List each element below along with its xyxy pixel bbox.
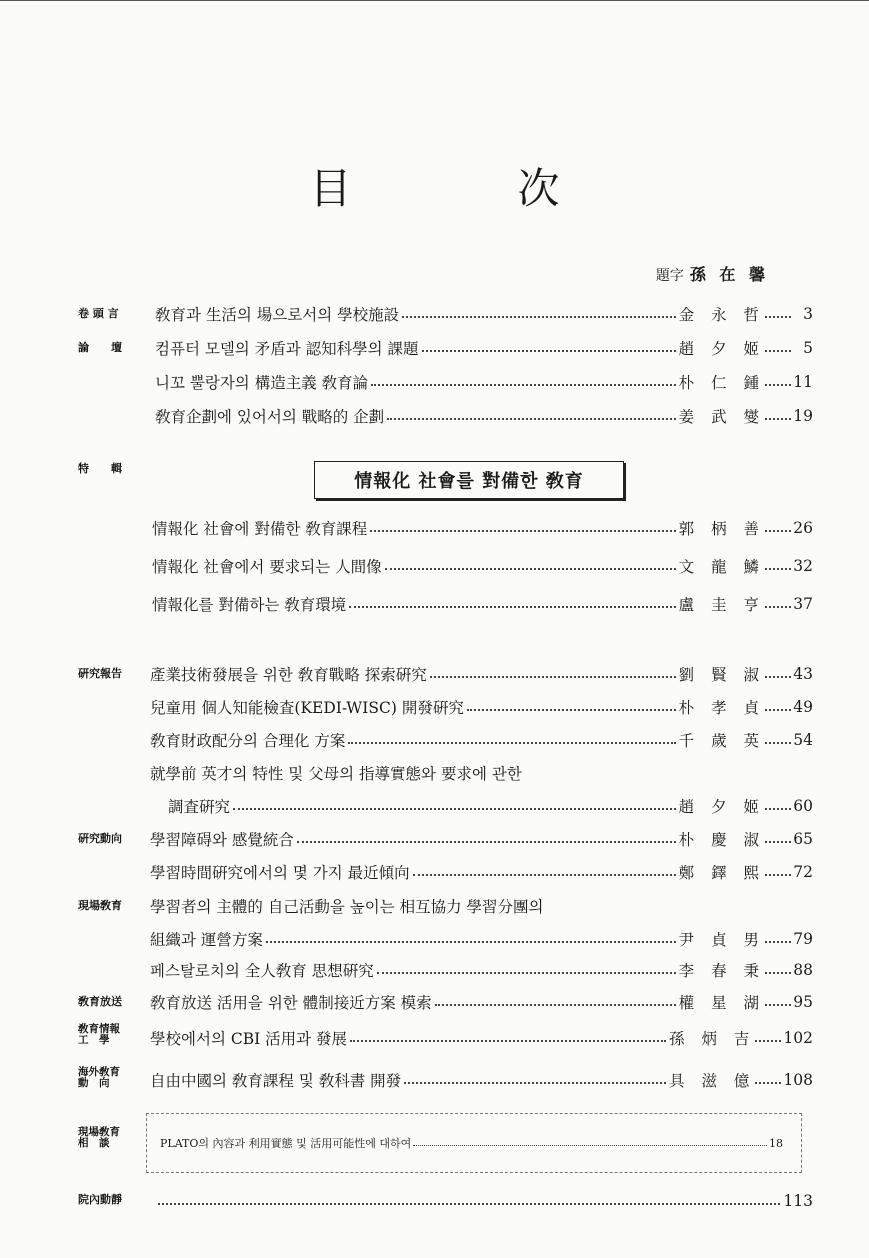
section-edu-info-eng (78, 1024, 138, 1046)
leader-dots (765, 1003, 791, 1006)
leader-dots (755, 1081, 781, 1084)
leader-dots (467, 708, 676, 711)
entry-page: 49 (793, 698, 813, 716)
entry-title: 敎育企劃에 있어서의 戰略的 企劃 (155, 408, 385, 426)
entry-page: 43 (793, 665, 813, 683)
entry-title: 情報化 社會에 對備한 敎育課程 (152, 520, 368, 538)
entry-page: 60 (793, 797, 813, 815)
leader-dots (370, 529, 675, 532)
section-edu-broadcast: 敎育放送 (78, 995, 122, 1008)
leader-dots (765, 529, 791, 532)
toc-entry[interactable] (168, 794, 813, 818)
calligraphy-label: 題字 (655, 268, 684, 284)
entry-author: 朴 仁 鍾 (678, 374, 765, 392)
toc-entry[interactable] (155, 302, 813, 326)
calligraphy-credit (656, 262, 769, 285)
toc-entry[interactable] (150, 990, 813, 1014)
section-overseas-line1: 海外敎育 (78, 1066, 120, 1078)
leader-dots (765, 807, 791, 810)
entry-title: 組織과 運營方案 (150, 931, 263, 949)
entry-title: 敎育放送 活用을 위한 體制接近方案 模索 (150, 994, 432, 1012)
entry-page: 3 (803, 305, 813, 323)
entry-author: 劉 賢 淑 (678, 666, 765, 684)
page-title: 目 次 (309, 164, 622, 213)
leader-dots (765, 349, 791, 352)
entry-page: 26 (793, 519, 813, 537)
leader-dots (233, 807, 676, 810)
toc-entry[interactable] (150, 1026, 813, 1050)
leader-dots (765, 940, 791, 943)
toc-entry[interactable] (150, 958, 813, 982)
toc-entry[interactable] (155, 370, 813, 394)
section-field-consult (78, 1127, 138, 1149)
toc-entry[interactable] (150, 1068, 813, 1092)
section-foreword: 卷 頭 言 (78, 307, 119, 320)
section-research-report: 硏究報告 (78, 667, 122, 680)
leader-dots (765, 567, 791, 570)
section-special: 特 輯 (78, 462, 122, 475)
leader-dots (158, 1202, 780, 1205)
entry-page: 95 (793, 993, 813, 1011)
entry-title: 學習時間硏究에서의 몇 가지 最近傾向 (150, 864, 410, 882)
entry-author: 姜 武 燮 (678, 408, 765, 426)
entry-title: 情報化를 對備하는 敎育環境 (152, 596, 347, 614)
consultation-page: 18 (769, 1136, 783, 1150)
entry-title: 情報化 社會에서 要求되는 人間像 (152, 558, 382, 576)
entry-title: 學習障碍와 感覺統合 (150, 831, 294, 849)
entry-author: 權 星 湖 (678, 994, 765, 1012)
entry-title: 自由中國의 敎育課程 및 敎科書 開發 (150, 1072, 402, 1090)
leader-dots (765, 675, 791, 678)
entry-page: 72 (793, 863, 813, 881)
leader-dots (765, 971, 791, 974)
section-edu-info-eng-line2: 工 學 (78, 1034, 110, 1046)
calligrapher-name: 孫 在 馨 (689, 265, 769, 284)
entry-page: 37 (793, 595, 813, 613)
entry-author: 鄭 鐸 熙 (678, 864, 765, 882)
toc-entry[interactable] (155, 336, 813, 360)
entry-page: 54 (793, 731, 813, 749)
leader-dots (765, 315, 791, 318)
leader-dots (765, 383, 791, 386)
entry-title: 產業技術發展을 위한 敎育戰略 探索硏究 (150, 666, 427, 684)
consultation-entry[interactable] (160, 1133, 783, 1153)
leader-dots (430, 675, 676, 678)
leader-dots (435, 1003, 676, 1006)
entry-author: 李 春 秉 (678, 962, 765, 980)
section-overseas (78, 1067, 138, 1089)
leader-dots (350, 1039, 666, 1042)
section-forum: 論 壇 (78, 341, 122, 354)
news-page: 113 (783, 1192, 813, 1210)
entry-page: 108 (783, 1071, 813, 1089)
special-feature-title: 情報化 社會를 對備한 敎育 (314, 461, 624, 499)
leader-dots (385, 567, 676, 570)
entry-author: 金 永 哲 (678, 306, 765, 324)
toc-entry[interactable] (155, 404, 813, 428)
entry-title: 兒童用 個人知能檢査(KEDI-WISC) 開發硏究 (150, 699, 464, 717)
toc-entry[interactable] (152, 554, 813, 578)
news-entry[interactable] (155, 1189, 813, 1213)
leader-dots (755, 1039, 781, 1042)
entry-title: 調査硏究 (168, 798, 231, 816)
entry-author: 孫 炳 吉 (669, 1030, 756, 1048)
toc-entry[interactable] (150, 695, 813, 719)
leader-dots (765, 741, 791, 744)
entry-page: 32 (793, 557, 813, 575)
section-edu-info-eng-line1: 敎育情報 (78, 1023, 120, 1035)
leader-dots (765, 605, 791, 608)
toc-entry[interactable] (152, 592, 813, 616)
section-field-consult-line1: 現場敎育 (78, 1126, 120, 1138)
leader-dots (297, 840, 676, 843)
entry-title: 敎育財政配分의 合理化 方案 (150, 732, 346, 750)
toc-entry[interactable] (152, 516, 813, 540)
leader-dots (765, 840, 791, 843)
entry-author: 盧 圭 亨 (678, 596, 765, 614)
entry-title: 컴퓨터 모델의 矛盾과 認知科學의 課題 (155, 340, 419, 358)
leader-dots (348, 741, 675, 744)
entry-author: 文 龍 鱗 (678, 558, 765, 576)
entry-title: 敎育과 生活의 場으로서의 學校施設 (155, 306, 400, 324)
entry-page: 88 (793, 961, 813, 979)
entry-author: 朴 慶 淑 (678, 831, 765, 849)
leader-dots (413, 873, 676, 876)
entry-title: 니꼬 뿔랑자의 構造主義 敎育論 (155, 374, 369, 392)
entry-page: 65 (793, 830, 813, 848)
entry-author: 千 歲 英 (678, 732, 765, 750)
entry-title-continuation[interactable]: 學習者의 主體的 自己活動을 높이는 相互協力 學習分團의 (150, 898, 544, 916)
entry-page: 102 (783, 1029, 813, 1047)
leader-dots (404, 1081, 666, 1084)
leader-dots (765, 708, 791, 711)
entry-author: 趙 夕 姬 (678, 340, 765, 358)
toc-entry[interactable] (150, 860, 813, 884)
leader-dots (402, 315, 676, 318)
leader-dots (765, 873, 791, 876)
leader-dots (387, 417, 675, 420)
section-research-trend: 硏究動向 (78, 832, 122, 845)
section-field-education: 現場敎育 (78, 899, 122, 912)
section-overseas-line2: 動 向 (78, 1077, 110, 1089)
toc-entry[interactable] (150, 927, 813, 951)
top-rule (0, 0, 869, 1)
entry-title: 學校에서의 CBI 活用과 發展 (150, 1030, 348, 1048)
section-news: 院內動靜 (78, 1193, 122, 1206)
leader-dots (266, 940, 676, 943)
entry-author: 尹 貞 男 (678, 931, 765, 949)
entry-author: 具 滋 億 (669, 1072, 756, 1090)
leader-dots (371, 383, 676, 386)
leader-dots (349, 605, 675, 608)
entry-page: 79 (793, 930, 813, 948)
toc-entry[interactable] (150, 728, 813, 752)
entry-page: 19 (793, 407, 813, 425)
toc-entry[interactable] (150, 827, 813, 851)
toc-entry[interactable] (150, 662, 813, 686)
entry-page: 5 (803, 339, 813, 357)
leader-dots (765, 417, 791, 420)
leader-dots (377, 971, 676, 974)
consultation-title: PLATO의 內容과 利用實態 및 活用可能性에 대하여 (160, 1137, 412, 1150)
entry-page: 11 (793, 373, 813, 391)
entry-title: 페스탈로치의 全人敎育 思想硏究 (150, 962, 374, 980)
leader-dots (413, 1144, 767, 1146)
entry-author: 朴 孝 貞 (678, 699, 765, 717)
section-field-consult-line2: 相 談 (78, 1137, 110, 1149)
entry-author: 趙 夕 姬 (678, 798, 765, 816)
entry-author: 郭 柄 善 (678, 520, 765, 538)
leader-dots (422, 349, 676, 352)
entry-title-continuation[interactable]: 就學前 英才의 特性 및 父母의 指導實態와 要求에 관한 (150, 765, 522, 783)
